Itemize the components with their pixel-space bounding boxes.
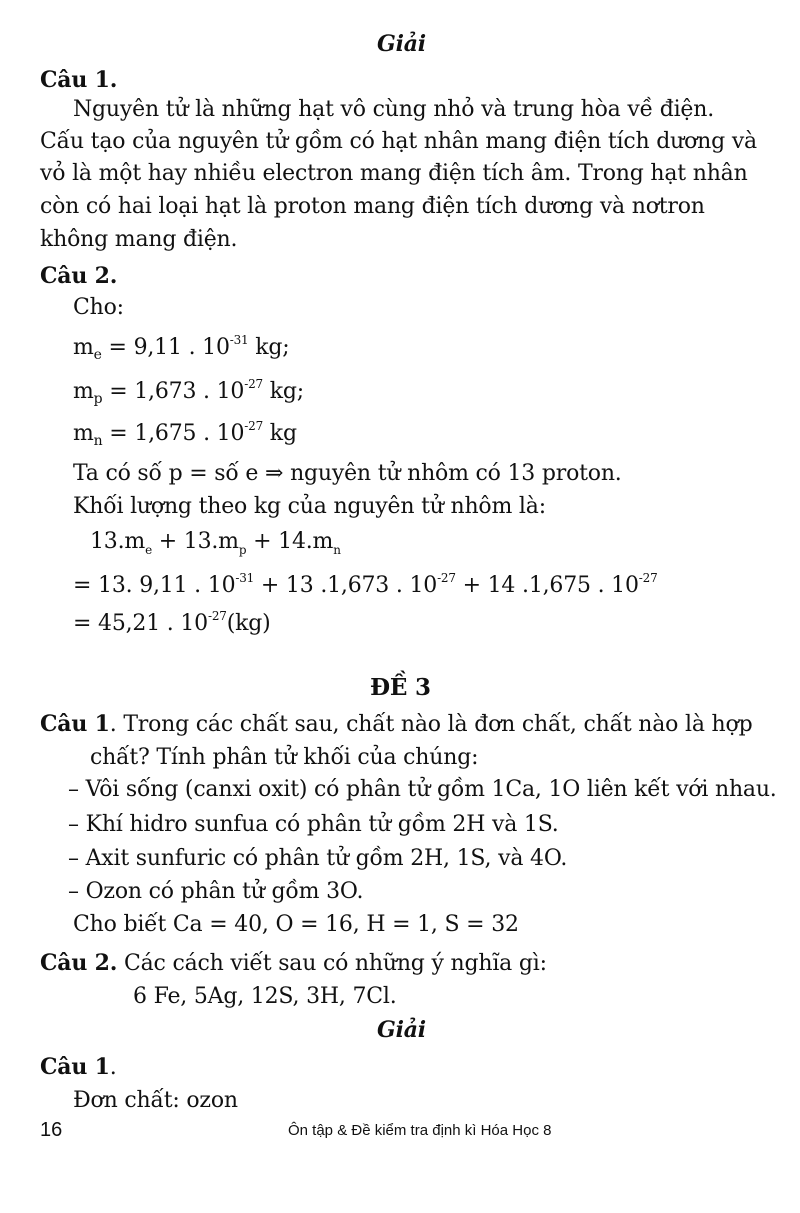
- exam-question-1-line-1: Câu 1. Trong các chất sau, chất nào là đơn chất, chất nào là hợp: [40, 711, 753, 737]
- exam-question-2: Câu 2. Các cách viết sau có những ý nghĩa gì:: [40, 950, 547, 976]
- mass-result: = 45,21 . $10^{-27}(kg)$: [73, 609, 271, 636]
- exam-question-2-label: Câu 2.: [40, 950, 118, 976]
- given-label: Cho:: [73, 295, 124, 320]
- solution-heading-2: Giải: [377, 1017, 426, 1043]
- mn-sub: n: [93, 433, 103, 449]
- mn-exp: -27: [244, 419, 264, 433]
- exam-question-1-label: Câu 1: [40, 711, 110, 737]
- question-2-label: Câu 2.: [40, 263, 118, 289]
- mn-symbol: m: [73, 421, 94, 446]
- exam-item-2: – Khí hidro sunfua có phân tử gồm 2H và 1S.: [68, 812, 559, 837]
- answer-1-line-1: Nguyên tử là những hạt vô cùng nhỏ và trung hòa về điện.: [73, 97, 715, 122]
- me-exp: -31: [229, 333, 249, 347]
- exam-title: ĐỀ 3: [370, 674, 431, 701]
- me-value: = 9,11 . 10: [101, 335, 230, 360]
- answer-1-line-3: vỏ là một hay nhiều electron mang điện tích âm. Trong hạt nhân: [40, 161, 748, 186]
- neutron-mass: [73, 420, 297, 448]
- me-unit: kg;: [248, 335, 290, 360]
- answer-1-line-2: Cấu tạo của nguyên tử gồm có hạt nhân mang điện tích dương và: [40, 129, 757, 154]
- mass-intro-line: Khối lượng theo kg của nguyên tử nhôm là:: [73, 494, 546, 519]
- book-title: Ôn tập & Đề kiểm tra định kì Hóa Học 8: [288, 1122, 552, 1139]
- answer-1-line-4: còn có hai loại hạt là proton mang điện tích dương và nơtron: [40, 194, 705, 219]
- question-1-label: Câu 1.: [40, 67, 118, 93]
- mn-value: = 1,675 . 10: [102, 421, 245, 446]
- mp-exp: -27: [244, 377, 263, 391]
- me-sub: e: [93, 347, 102, 363]
- mp-symbol: m: [73, 379, 94, 404]
- me-symbol: m: [73, 335, 94, 360]
- mass-calculation: = 13. 9,11 . $10^{-31} + 13$ .1,673 . $10^{-27} + 14$ .1,675 . $10^{-27}$: [73, 571, 658, 598]
- mass-formula: $13.m_e + 13.m_p + 14.m_n$: [90, 529, 341, 557]
- electron-mass: [73, 334, 290, 362]
- exam-item-4: – Ozon có phân tử gồm 3O.: [68, 879, 364, 904]
- atomic-masses-given: Cho biết Ca = 40, O = 16, H = 1, S = 32: [73, 912, 519, 937]
- exam-item-1: – Vôi sống (canxi oxit) có phân tử gồm 1Ca, 1O liên kết với nhau.: [68, 777, 777, 802]
- answer-1-label-2: Câu 1.: [40, 1054, 117, 1080]
- mp-value: = 1,673 . 10: [102, 379, 245, 404]
- answer-1-line-5: không mang điện.: [40, 227, 238, 252]
- proton-mass: [73, 378, 304, 406]
- mn-unit: kg: [263, 421, 297, 446]
- solution-heading: Giải: [377, 31, 426, 57]
- mp-sub: p: [93, 391, 103, 407]
- page-number: 16: [40, 1119, 63, 1141]
- proton-count-line: Ta có số p = số e ⇒ nguyên tử nhôm có 13 proton.: [73, 461, 622, 486]
- exam-item-3: – Axit sunfuric có phân tử gồm 2H, 1S, và 4O.: [68, 846, 568, 871]
- mp-unit: kg;: [262, 379, 304, 404]
- notation-list: 6 Fe, 5Ag, 12S, 3H, 7Cl.: [133, 984, 397, 1009]
- exam-question-1-line-2: chất? Tính phân tử khối của chúng:: [90, 745, 479, 770]
- element-answer: Đơn chất: ozon: [73, 1088, 238, 1113]
